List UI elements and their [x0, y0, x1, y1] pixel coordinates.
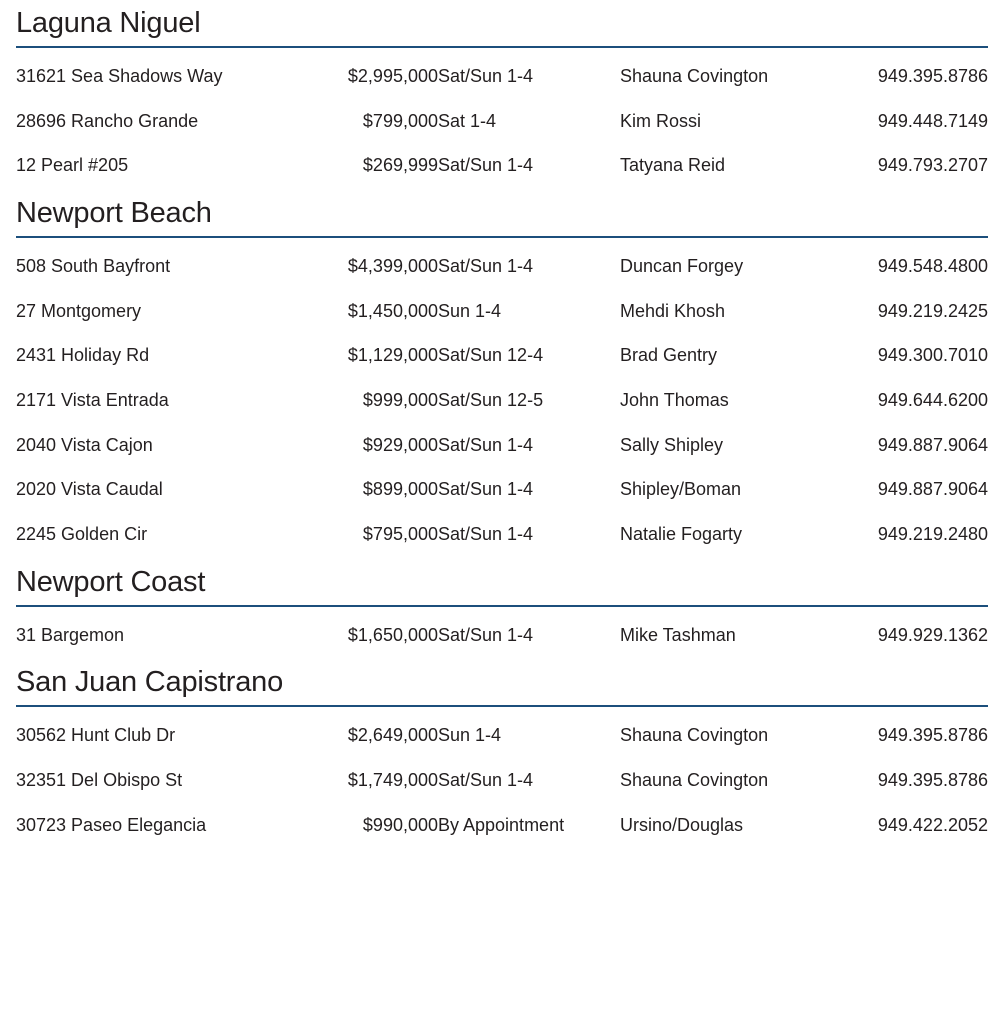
listing-agent: Sally Shipley	[620, 434, 724, 455]
listing-phone: 949.887.9064	[877, 479, 988, 500]
listing-agent: Mehdi Khosh	[620, 300, 726, 321]
listing-price: $2,995,000	[347, 65, 438, 86]
listing-times: Sat/Sun 1-4	[438, 769, 534, 790]
listing-times: Sat 1-4	[438, 110, 497, 131]
listing-agent: Natalie Fogarty	[620, 523, 743, 544]
listing-address: 27 Montgomery	[16, 300, 142, 321]
listing-times: Sat/Sun 1-4	[438, 155, 534, 176]
listing-times: By Appointment	[438, 814, 565, 835]
table-row[interactable]	[16, 803, 988, 848]
listing-price: $269,999	[362, 155, 438, 176]
listing-phone: 949.395.8786	[877, 65, 988, 86]
listing-agent: Duncan Forgey	[620, 255, 744, 276]
listing-address: 2040 Vista Cajon	[16, 434, 153, 455]
table-row[interactable]	[16, 99, 988, 144]
listing-phone: 949.395.8786	[877, 725, 988, 746]
table-row[interactable]	[16, 713, 988, 758]
listing-agent: Tatyana Reid	[620, 155, 726, 176]
listings-table	[16, 713, 988, 847]
section-laguna-niguel	[16, 0, 988, 188]
section-newport-coast	[16, 557, 988, 658]
listing-phone: 949.548.4800	[877, 255, 988, 276]
listing-address: 30562 Hunt Club Dr	[16, 725, 176, 746]
listing-price: $1,450,000	[347, 300, 438, 321]
listing-price: $1,129,000	[347, 345, 438, 366]
section-divider	[16, 236, 988, 238]
listing-agent: Mike Tashman	[620, 624, 736, 645]
listing-phone: 949.793.2707	[877, 155, 988, 176]
listing-address: 2245 Golden Cir	[16, 523, 148, 544]
table-row[interactable]	[16, 467, 988, 512]
table-row[interactable]	[16, 244, 988, 289]
listing-phone: 949.422.2052	[877, 814, 988, 835]
section-title: Laguna Niguel	[16, 7, 201, 39]
listing-times: Sat/Sun 1-4	[438, 434, 534, 455]
listing-times: Sun 1-4	[438, 725, 502, 746]
table-row[interactable]	[16, 423, 988, 468]
listing-phone: 949.929.1362	[877, 624, 988, 645]
table-row[interactable]	[16, 758, 988, 803]
listing-price: $4,399,000	[347, 255, 438, 276]
listing-times: Sat/Sun 1-4	[438, 523, 534, 544]
listing-price: $1,650,000	[347, 624, 438, 645]
listing-agent: Shipley/Boman	[620, 479, 742, 500]
listing-price: $990,000	[362, 814, 438, 835]
section-san-juan-capistrano	[16, 657, 988, 847]
listing-address: 32351 Del Obispo St	[16, 769, 183, 790]
listings-table	[16, 244, 988, 557]
listing-phone: 949.219.2425	[877, 300, 988, 321]
table-row[interactable]	[16, 289, 988, 334]
listing-phone: 949.644.6200	[877, 389, 988, 410]
section-divider	[16, 605, 988, 607]
listing-times: Sat/Sun 1-4	[438, 255, 534, 276]
listing-agent: Kim Rossi	[620, 110, 702, 131]
listings-table	[16, 613, 988, 658]
listing-agent: Ursino/Douglas	[620, 814, 744, 835]
table-row[interactable]	[16, 333, 988, 378]
listing-address: 31 Bargemon	[16, 624, 125, 645]
listing-address: 30723 Paseo Elegancia	[16, 814, 207, 835]
listing-price: $795,000	[362, 523, 438, 544]
listing-times: Sat/Sun 1-4	[438, 624, 534, 645]
listing-address: 2020 Vista Caudal	[16, 479, 163, 500]
listing-address: 2431 Holiday Rd	[16, 345, 150, 366]
listing-price: $899,000	[362, 479, 438, 500]
listing-phone: 949.395.8786	[877, 769, 988, 790]
listing-phone: 949.448.7149	[877, 110, 988, 131]
section-newport-beach	[16, 188, 988, 557]
listings-table	[16, 54, 988, 188]
table-row[interactable]	[16, 512, 988, 557]
listing-agent: Shauna Covington	[620, 65, 769, 86]
listing-agent: Brad Gentry	[620, 345, 718, 366]
listing-price: $929,000	[362, 434, 438, 455]
listing-price: $1,749,000	[347, 769, 438, 790]
listing-times: Sat/Sun 12-4	[438, 345, 544, 366]
section-divider	[16, 46, 988, 48]
table-row[interactable]	[16, 378, 988, 423]
listing-price: $999,000	[362, 389, 438, 410]
listing-phone: 949.300.7010	[877, 345, 988, 366]
listing-times: Sat/Sun 12-5	[438, 389, 544, 410]
listing-address: 31621 Sea Shadows Way	[16, 65, 223, 86]
listing-address: 508 South Bayfront	[16, 255, 171, 276]
listing-phone: 949.219.2480	[877, 523, 988, 544]
listing-price: $799,000	[362, 110, 438, 131]
listing-agent: John Thomas	[620, 389, 729, 410]
table-row[interactable]	[16, 613, 988, 658]
table-row[interactable]	[16, 54, 988, 99]
listing-times: Sun 1-4	[438, 300, 502, 321]
table-row[interactable]	[16, 143, 988, 188]
listing-phone: 949.887.9064	[877, 434, 988, 455]
section-title: Newport Beach	[16, 196, 212, 229]
section-divider	[16, 705, 988, 707]
listing-address: 12 Pearl #205	[16, 155, 129, 176]
listing-address: 28696 Rancho Grande	[16, 110, 199, 131]
listing-address: 2171 Vista Entrada	[16, 389, 169, 410]
listing-agent: Shauna Covington	[620, 769, 769, 790]
listing-times: Sat/Sun 1-4	[438, 65, 534, 86]
section-title: Newport Coast	[16, 565, 206, 598]
section-title: San Juan Capistrano	[16, 666, 284, 699]
listing-times: Sat/Sun 1-4	[438, 479, 534, 500]
listing-price: $2,649,000	[347, 725, 438, 746]
listing-agent: Shauna Covington	[620, 725, 769, 746]
